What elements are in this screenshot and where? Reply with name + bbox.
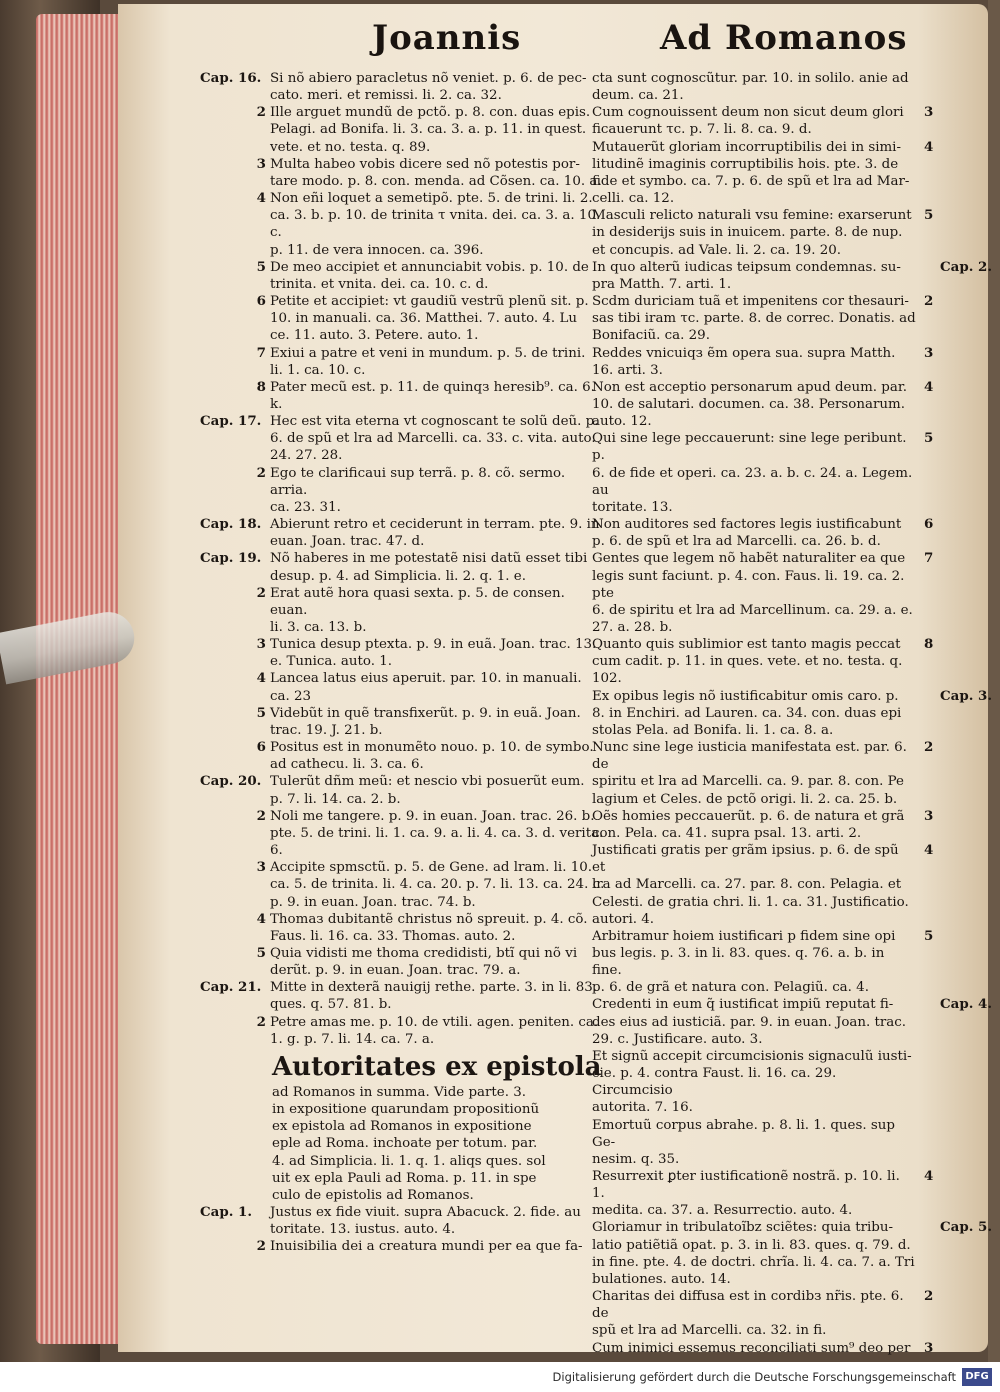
index-entry [592,379,992,430]
entry-text: Erat autẽ hora quasi sexta. p. 5. de consen. euan. li. 3. ca. 13. b. [270,585,565,635]
entry-text: Quia vidisti me thoma credidisti, btĩ qui nõ vi derũt. p. 9. in euan. Joan. trac. 79. a. [270,945,578,979]
index-entry [200,259,605,293]
index-entry [200,156,605,190]
entry-marker [200,773,270,807]
section-body: ad Romanos in summa. Vide parte. 3. in expositione quarundam propositionũ ex epistola ad Romanos in expositione eple ad Roma. inchoate per totum. par. 4. ad Simplicia. li. 1. q. 1. aliqs ques. sol uit ex epla Pauli ad Roma. p. 11. in spe culo de epistolis ad Romanos. [272,1084,546,1203]
running-head-right: Ad Romanos [660,18,908,58]
chapter-label: Cap. 3. [940,687,992,704]
entry-marker [200,585,270,636]
verse-number: 4 [924,842,934,859]
entry-marker [200,808,270,859]
index-entry [592,430,992,516]
right-entries [592,70,992,1357]
left-tail-entries [200,1204,605,1255]
entry-text: Arbitramur hoiem iustificari p fidem sine opi bus legis. p. 3. in li. 83. ques. q. 76. a. b. in fine. p. 6. de grã et natura con. Pelagiũ. ca. 4. [592,928,896,996]
entry-marker [200,945,270,979]
entry-marker [924,293,992,310]
verse-number: 2 [256,104,266,121]
index-entry [200,636,605,670]
entry-marker [200,1014,270,1048]
index-entry [200,670,605,704]
index-entry [592,207,992,258]
index-entry [592,1117,992,1168]
entry-marker [200,1204,270,1238]
right-column [592,70,992,1357]
entry-text: Pater mecũ est. p. 11. de quinqз heresib⁹. ca. 6. k. [270,379,595,412]
verse-number: 8 [256,378,266,395]
index-entry [200,70,605,104]
index-entry [592,928,992,997]
chapter-label: Cap. 17. [200,413,262,430]
index-entry [592,1219,992,1288]
entry-text: Ex opibus legis nõ iustificabitur omis caro. p. 8. in Enchiri. ad Lauren. ca. 34. con. duas epi stolas Pela. ad Bonifa. li. 1. ca. 8. a. [592,688,902,738]
entry-marker [200,705,270,739]
entry-text: Quanto quis sublimior est tanto magis peccat cum cadit. p. 11. in ques. vete. et no. testa. q. 102. [592,637,903,687]
entry-marker [924,688,992,705]
entry-text: Non auditores sed factores legis iustificabunt p. 6. de spũ et lra ad Marcelli. ca. 26. b. d. [592,517,902,550]
entry-text: Gentes que legem nõ habẽt naturaliter ea que legis sunt faciunt. p. 4. con. Faus. li. 19. ca. 2. pte 6. de spiritu et lra ad Marcellinum. ca. 29. a. e. 27. a. 28. b. [592,551,913,635]
chapter-label: Cap. 4. [940,996,992,1013]
verse-number: 3 [256,636,266,653]
left-column [200,70,605,1255]
verse-number: 2 [924,1288,934,1305]
verse-number: 3 [924,807,934,824]
entry-marker [924,207,992,224]
entry-text: Nõ haberes in me potestatẽ nisi datũ esset tibi desup. p. 4. ad Simplicia. li. 2. q. 1. e. [270,551,588,584]
index-entry [200,585,605,636]
verse-number: 4 [924,378,934,395]
entry-text: cta sunt cognoscũtur. par. 10. in solilo. anie ad deum. ca. 21. [592,71,909,104]
entry-marker [200,156,270,190]
index-entry [200,945,605,979]
entry-text: Tunica desup ptexta. p. 9. in euã. Joan. trac. 13. e. Tunica. auto. 1. [270,637,597,670]
index-entry [592,104,992,138]
entry-text: Ille arguet mundũ de pctõ. p. 8. con. duas epis. Pelagi. ad Bonifa. li. 3. ca. 3. a. p. 11. in quest. vete. et no. testa. q. 89. [270,105,591,155]
verse-number: 2 [924,293,934,310]
entry-marker [924,928,992,945]
index-entry [592,1340,992,1357]
entry-marker [924,259,992,276]
verse-number: 7 [256,344,266,361]
chapter-label: Cap. 20. [200,773,262,790]
entry-marker [200,859,270,910]
index-entry [200,859,605,910]
verse-number: 3 [924,104,934,121]
dfg-logo: DFG [962,1368,992,1386]
index-entry [592,259,992,293]
index-entry [592,1168,992,1219]
left-entries [200,70,605,1048]
index-entry [200,550,605,584]
verse-number: 4 [924,1168,934,1184]
entry-marker [200,979,270,1013]
entry-marker [200,379,270,413]
entry-text: Tulerũt dñm meũ: et nescio vbi posuerũt eum. p. 7. li. 14. ca. 2. b. [270,774,585,807]
verse-number: 2 [256,584,266,601]
entry-text: Exiui a patre et veni in mundum. p. 5. de trini. li. 1. ca. 10. c. [270,345,586,378]
section-title: Autoritates ex epistola [272,1051,602,1082]
entry-text: Non eñi loquet a semetipõ. pte. 5. de trini. li. 2. ca. 3. b. p. 10. de trinita τ vnita. dei. ca. 3. a. 10. c. p. 11. de vera innocen. ca. 396. [270,191,601,258]
index-entry [200,345,605,379]
index-entry [592,139,992,208]
entry-text: Petre amas me. p. 10. de vtili. agen. peniten. ca. 1. g. p. 7. li. 14. ca. 7. a. [270,1014,599,1047]
index-entry [592,70,992,104]
entry-text: Oẽs homies peccauerũt. p. 6. de natura et grã con. Pela. ca. 41. supra psal. 13. arti. 2. [592,808,905,841]
index-entry [200,465,605,516]
page-block-edge [36,14,126,1344]
chapter-label: Cap. 16. [200,70,262,86]
entry-marker [200,345,270,379]
verse-number: 5 [256,704,266,721]
entry-text: Credenti in eum q̃ iustificat impiũ reputat fi- des eius ad iusticiã. par. 9. in euan. Joan. trac. 29. c. Justificare. auto. 3. [592,997,907,1047]
entry-text: Inuisibilia dei a creatura mundi per ea que fa- [270,1239,583,1255]
verse-number: 5 [256,944,266,961]
entry-text: Et signũ accepit circumcisionis signaculũ iusti- cie. p. 4. contra Faust. li. 16. ca. 29. Circumcisio autorita. 7. 16. [592,1048,912,1116]
entry-text: Justus ex fide viuit. supra Abacuck. 2. fide. au toritate. 13. iustus. auto. 4. [270,1205,581,1238]
entry-marker [200,259,270,293]
entry-text: Resurrexit ꝑter iustificationẽ nostrã. p. 10. li. 1. medita. ca. 37. a. Resurrectio. auto. 4. [592,1169,900,1219]
index-entry [592,636,992,687]
entry-marker [200,670,270,704]
entry-marker [924,430,992,447]
verse-number: 8 [924,636,934,653]
entry-text: Thomaз dubitantẽ christus nõ spreuit. p. 4. cõ. Faus. li. 16. ca. 33. Thomas. auto. 2. [270,911,588,944]
verse-number: 2 [256,1238,266,1255]
entry-marker [200,70,270,104]
entry-text: Multa habeo vobis dicere sed nõ potestis por- tare modo. p. 8. con. menda. ad Cõsen. ca. 10. a. [270,156,602,189]
entry-marker [200,1238,270,1255]
entry-marker [200,190,270,259]
verse-number: 2 [256,807,266,824]
verse-number: 6 [256,293,266,310]
verse-number: 5 [924,430,934,447]
verse-number: 3 [256,859,266,876]
entry-text: Gloriamur in tribulatoĩbz sciẽtes: quia tribu- latio patiẽtiã opat. p. 3. in li. 83. ques. q. 79. d. in fine. pte. 4. de doctri. chrĩa. li. 4. ca. 7. a. Tri bulationes. auto. 14. [592,1220,915,1287]
entry-marker [200,104,270,155]
chapter-label: Cap. 5. [940,1219,992,1236]
entry-marker [924,636,992,653]
chapter-label: Cap. 21. [200,979,262,996]
entry-marker [200,465,270,516]
funding-credit: Digitalisierung gefördert durch die Deutsche Forschungsgemeinschaft [552,1370,956,1384]
chapter-label: Cap. 18. [200,516,262,533]
entry-text: Mutauerũt gloriam incorruptibilis dei in simi- litudinẽ imaginis corruptibilis hois. pte. 3. de fide et symbo. ca. 7. p. 6. de spũ et lra ad Mar- celli. ca. 12. [592,139,910,207]
entry-text: Cum cognouissent deum non sicut deum glori ficauerunt τc. p. 7. li. 8. ca. 9. d. [592,105,904,138]
index-entry [592,516,992,550]
entry-text: Cum inimici essemus reconciliati sum⁹ deo per [592,1340,911,1356]
chapter-label: Cap. 2. [940,258,992,275]
entry-text: Videbũt in quẽ transfixerũt. p. 9. in euã. Joan. trac. 19. J. 21. b. [270,705,581,738]
entry-text: Abierunt retro et ceciderunt in terram. pte. 9. in euan. Joan. trac. 47. d. [270,517,600,550]
index-entry [592,842,992,928]
index-entry [200,808,605,859]
entry-marker [924,379,992,396]
verse-number: 5 [924,927,934,944]
running-head-left: Joannis [372,18,522,58]
entry-marker [924,996,992,1013]
entry-marker [924,104,992,121]
entry-marker [200,911,270,945]
entry-marker [924,516,992,533]
chapter-label: Cap. 19. [200,550,262,567]
index-entry [592,550,992,636]
entry-text: Non est acceptio personarum apud deum. par. 10. de salutari. documen. ca. 38. Personarum. auto. 12. [592,379,908,430]
chapter-label: Cap. 1. [200,1204,252,1220]
entry-text: Accipite spmsctũ. p. 5. de Gene. ad lram. li. 10. ca. 5. de trinita. li. 4. ca. 20. p. 7. li. 13. ca. 24. c. p. 9. in euan. Joan. trac. 74. b. [270,860,605,910]
index-entry [592,688,992,739]
entry-marker [924,808,992,825]
index-entry [200,104,605,155]
index-entry [592,345,992,379]
entry-text: In quo alterũ iudicas teipsum condemnas. su- pra Matth. 7. arti. 1. [592,259,901,292]
verse-number: 4 [256,910,266,927]
verse-number: 2 [256,1013,266,1030]
index-entry [592,739,992,808]
entry-marker [200,550,270,584]
entry-marker [200,413,270,464]
entry-marker [200,293,270,344]
entry-marker [924,1288,992,1305]
index-entry [200,379,605,413]
verse-number: 6 [256,739,266,756]
entry-text: Petite et accipiet: vt gaudiũ vestrũ plenũ sit. p. 10. in manuali. ca. 36. Matthei. 7. auto. 4. Lu ce. 11. auto. 3. Petere. auto. 1. [270,294,589,344]
entry-text: Justificati gratis per grãm ipsius. p. 6. de spũ et lra ad Marcelli. ca. 27. par. 8. con. Pelagia. et Celesti. de gratia chri. li. 1. ca. 31. Justificatio. autori. 4. [592,843,909,927]
entry-marker [924,1219,992,1236]
entry-text: Mitte in dexterã nauigij rethe. parte. 3. in li. 83. ques. q. 57. 81. b. [270,980,597,1013]
entry-text: Nunc sine lege iusticia manifestata est. par. 6. de spiritu et lra ad Marcelli. ca. 9. par. 8. con. Pe lagium et Celes. de pctõ origi. li. 2. ca. 25. b. [592,740,907,807]
index-entry [592,293,992,344]
verse-number: 6 [924,516,934,533]
section-heading-block [200,1052,605,1204]
entry-marker [924,1168,992,1185]
verse-number: 5 [924,207,934,224]
entry-text: Lancea latus eius aperuit. par. 10. in manuali. ca. 23 [270,671,582,704]
entry-text: Hec est vita eterna vt cognoscant te solũ deũ. p. 6. de spũ et lra ad Marcelli. ca. 33. c. vita. auto. 24. 27. 28. [270,414,599,464]
index-entry [200,1014,605,1048]
entry-text: Positus est in monumẽto nouo. p. 10. de symbo. ad cathecu. li. 3. ca. 6. [270,740,594,773]
entry-marker [924,550,992,567]
index-entry [200,1204,605,1238]
entry-text: Scdm duriciam tuã et impenitens cor thesauri- sas tibi iram τc. parte. 8. de correc. Donatis. ad Bonifaciũ. ca. 29. [592,294,916,344]
entry-marker [200,739,270,773]
verse-number: 3 [924,344,934,361]
index-entry [592,1288,992,1339]
entry-marker [924,139,992,156]
verse-number: 3 [256,155,266,172]
entry-text: Qui sine lege peccauerunt: sine lege peribunt. p. 6. de fide et operi. ca. 23. a. b. c. 24. a. Legem. au toritate. 13. [592,431,913,515]
verse-number: 4 [256,190,266,207]
index-entry [200,413,605,464]
index-entry [200,979,605,1013]
entry-marker [924,739,992,756]
entry-text: Charitas dei diffusa est in cordibз nr̃is. pte. 6. de spũ et lra ad Marcelli. ca. 32. in fi. [592,1289,904,1339]
entry-marker [924,1340,992,1357]
entry-text: Noli me tangere. p. 9. in euan. Joan. trac. 26. b. pte. 5. de trini. li. 1. ca. 9. a. li. 4. ca. 3. d. verita. 6. [270,808,604,859]
entry-text: Ego te clarificaui sup terrã. p. 8. cõ. sermo. arria. ca. 23. 31. [270,465,566,515]
entry-marker [924,842,992,859]
verse-number: 2 [924,739,934,756]
entry-marker [200,636,270,670]
index-entry [200,911,605,945]
entry-text: Masculi relicto naturali vsu femine: exarserunt in desiderijs suis in inuicem. parte. 8. de nup. et concupis. ad Vale. li. 2. ca. 19. 20. [592,208,912,258]
index-entry [200,739,605,773]
index-entry [200,516,605,550]
verse-number: 5 [256,258,266,275]
entry-text: De meo accipiet et annunciabit vobis. p. 10. de trinita. et vnita. dei. ca. 10. c. d. [270,259,589,292]
index-entry [592,996,992,1047]
entry-text: Si nõ abiero paracletus nõ veniet. p. 6. de pec- cato. meri. et remissi. li. 2. ca. 32. [270,71,587,104]
verse-number: 7 [924,550,934,567]
index-entry [200,1238,605,1255]
index-entry [592,1048,992,1117]
entry-marker [200,516,270,550]
verse-number: 4 [256,670,266,687]
verse-number: 4 [924,138,934,155]
entry-marker [924,345,992,362]
verse-number: 3 [924,1339,934,1356]
index-entry [200,773,605,807]
verse-number: 2 [256,464,266,481]
footer-bar [0,1362,1000,1392]
entry-text: Reddes vnicuiqз ẽm opera sua. supra Matth. 16. arti. 3. [592,345,896,378]
index-entry [200,190,605,259]
index-entry [200,705,605,739]
entry-text: Emortuũ corpus abrahe. p. 8. li. 1. ques. sup Ge- nesim. q. 35. [592,1117,895,1167]
index-entry [200,293,605,344]
index-entry [592,808,992,842]
